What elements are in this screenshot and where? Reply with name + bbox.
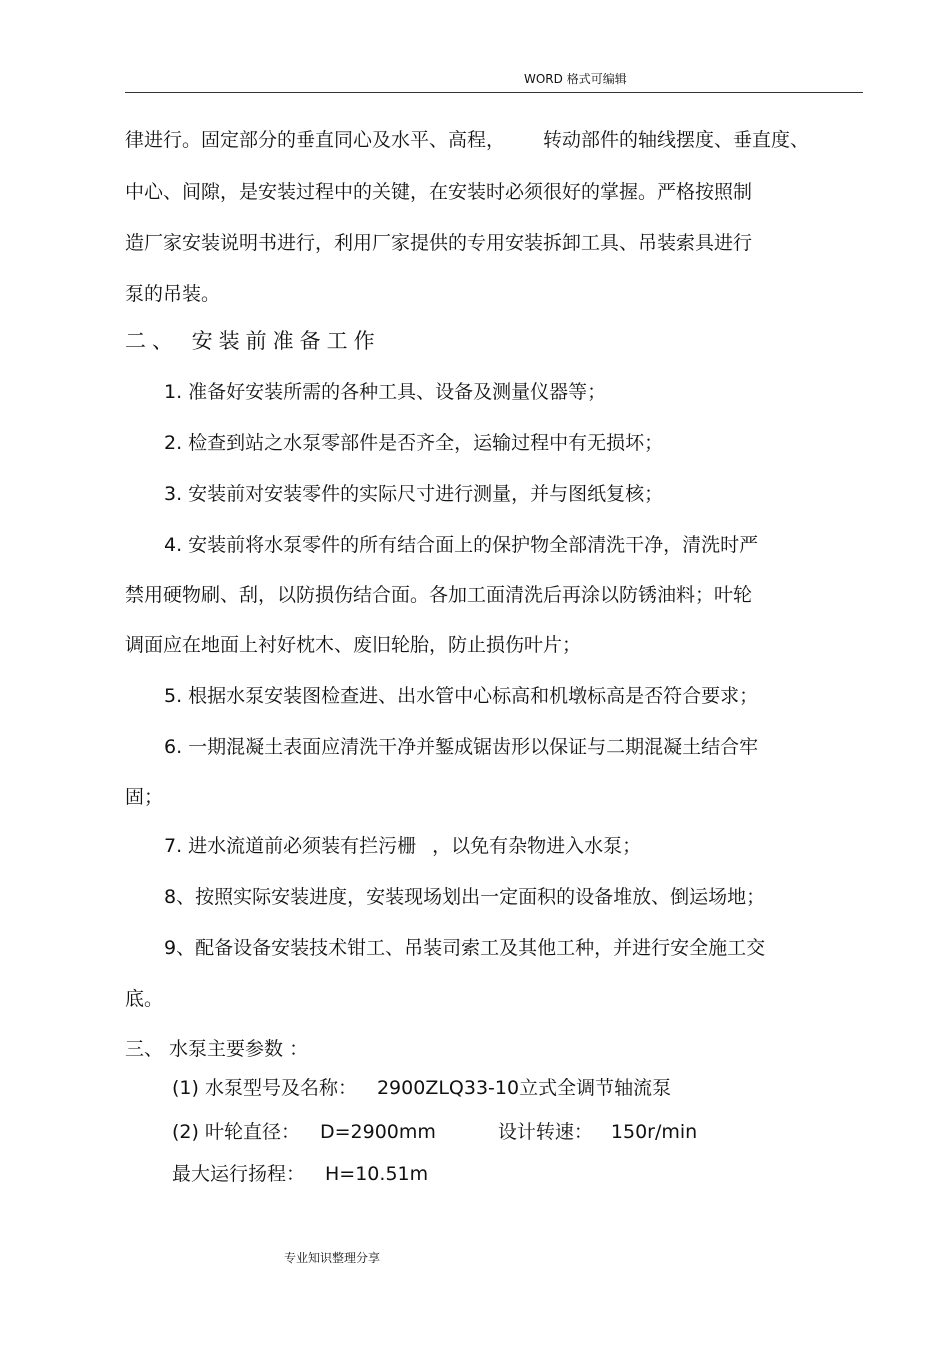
- page-header: [125, 70, 863, 93]
- list-item: 6. 一期混凝土表面应清洗干净并錾成锯齿形以保证与二期混凝土结合牢: [164, 736, 759, 758]
- param-row: (2) 叶轮直径： D=2900mm 设计转速： 150r/min: [172, 1121, 698, 1143]
- list-item: 8、按照实际安装进度，安装现场划出一定面积的设备堆放、倒运场地；: [164, 886, 766, 908]
- list-item: 7. 进水流道前必须装有拦污栅 ，以免有杂物进入水泵；: [164, 835, 642, 857]
- list-item: 9、配备设备安装技术钳工、吊装司索工及其他工种，并进行安全施工交: [164, 937, 766, 959]
- list-item-continuation: 调面应在地面上衬好枕木、废旧轮胎，防止损伤叶片；: [125, 634, 582, 656]
- param-row: 最大运行扬程： H=10.51m: [172, 1163, 429, 1185]
- paragraph-line: 造厂家安装说明书进行，利用厂家提供的专用安装拆卸工具、吊装索具进行: [125, 232, 753, 254]
- list-item: 2. 检查到站之水泵零部件是否齐全，运输过程中有无损坏；: [164, 432, 664, 454]
- list-item: 5. 根据水泵安装图检查进、出水管中心标高和机墩标高是否符合要求；: [164, 685, 759, 707]
- list-item-continuation: 禁用硬物刷、刮，以防损伤结合面。各加工面清洗后再涂以防锈油料；叶轮: [125, 584, 753, 606]
- paragraph-line: 律进行。固定部分的垂直同心及水平、高程， 转动部件的轴线摆度、垂直度、: [125, 129, 810, 151]
- section-heading: 二、 安装前准备工作: [125, 329, 381, 353]
- list-item-continuation: 固；: [125, 786, 164, 808]
- paragraph-line: 中心、间隙，是安装过程中的关键，在安装时必须很好的掌握。严格按照制: [125, 181, 753, 203]
- paragraph-line: 泵的吊装。: [125, 283, 221, 305]
- list-item: 4. 安装前将水泵零件的所有结合面上的保护物全部清洗干净，清洗时严: [164, 534, 759, 556]
- list-item: 3. 安装前对安装零件的实际尺寸进行测量，并与图纸复核；: [164, 483, 664, 505]
- section-heading: 三、 水泵主要参数 ：: [125, 1038, 309, 1060]
- list-item-continuation: 底。: [125, 988, 164, 1010]
- header-text: WORD 格式可编辑: [524, 72, 627, 86]
- list-item: 1. 准备好安装所需的各种工具、设备及测量仪器等；: [164, 381, 607, 403]
- page-footer: 专业知识整理分享: [284, 1251, 381, 1265]
- param-row: (1) 水泵型号及名称： 2900ZLQ33-10立式全调节轴流泵: [172, 1077, 672, 1099]
